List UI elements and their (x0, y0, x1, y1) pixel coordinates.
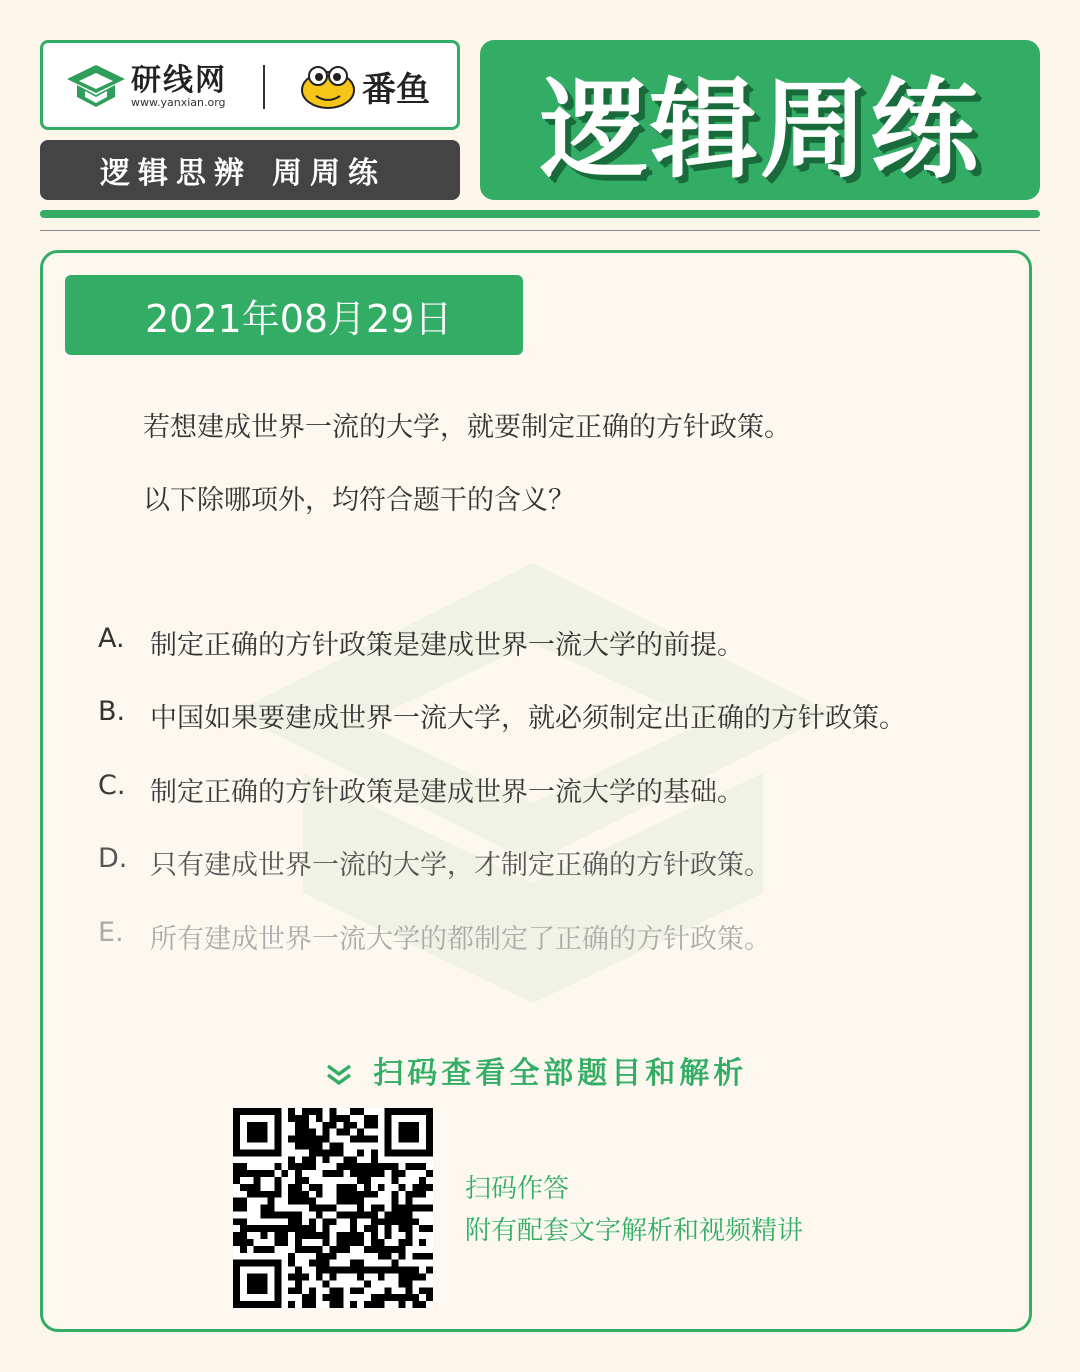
date-tab (65, 275, 523, 355)
subtitle-part1: 逻辑思辨 (100, 156, 252, 191)
yanxian-logo (65, 61, 227, 113)
option-text: 制定正确的方针政策是建成世界一流大学的前提。 (150, 630, 744, 661)
thin-divider (40, 230, 1040, 231)
page-title: 逻辑周练 (539, 66, 980, 193)
option-letter: A. (98, 623, 125, 654)
option-c[interactable] (98, 770, 744, 809)
option-text: 只有建成世界一流的大学，才制定正确的方针政策。 (150, 850, 771, 881)
scan-title (43, 1048, 1029, 1092)
double-chevron-down-icon (325, 1063, 353, 1087)
question-card (40, 250, 1032, 1332)
option-text: 制定正确的方针政策是建成世界一流大学的基础。 (150, 777, 744, 808)
option-b[interactable] (98, 696, 906, 735)
yanxian-url: www.yanxian.org (131, 96, 226, 109)
scan-explain-label: 附有配套文字解析和视频精讲 (465, 1216, 804, 1246)
qr-code[interactable] (233, 1108, 433, 1308)
subtitle-part2: 周周练 (272, 156, 386, 191)
option-letter: D. (98, 843, 128, 874)
fanyu-name: 番鱼 (362, 69, 430, 110)
option-letter: B. (98, 696, 126, 727)
option-d[interactable] (98, 843, 771, 882)
logo-box (40, 40, 460, 130)
scan-answer-label: 扫码作答 (465, 1174, 570, 1204)
option-text: 所有建成世界一流大学的都制定了正确的方针政策。 (150, 924, 771, 955)
option-text: 中国如果要建成世界一流大学，就必须制定出正确的方针政策。 (150, 703, 906, 734)
option-letter: C. (98, 770, 126, 801)
yanxian-name: 研线网 (131, 63, 227, 98)
scan-title-text: 扫码查看全部题目和解析 (373, 1056, 748, 1091)
option-a[interactable] (98, 623, 744, 662)
scan-info (465, 1168, 803, 1252)
date-label: 2021年08月29日 (145, 296, 453, 341)
option-letter: E. (98, 917, 124, 948)
fish-mascot-icon (298, 60, 358, 112)
green-divider (40, 210, 1040, 218)
option-e[interactable] (98, 917, 771, 956)
subtitle-bar (40, 140, 460, 200)
title-box (480, 40, 1040, 200)
question-stem-2: 以下除哪项外，均符合题干的含义？ (143, 485, 575, 516)
question-stem-1: 若想建成世界一流的大学，就要制定正确的方针政策。 (143, 412, 791, 443)
graduation-cap-icon (65, 61, 127, 113)
fanyu-logo (298, 60, 430, 112)
logo-divider (263, 65, 265, 109)
